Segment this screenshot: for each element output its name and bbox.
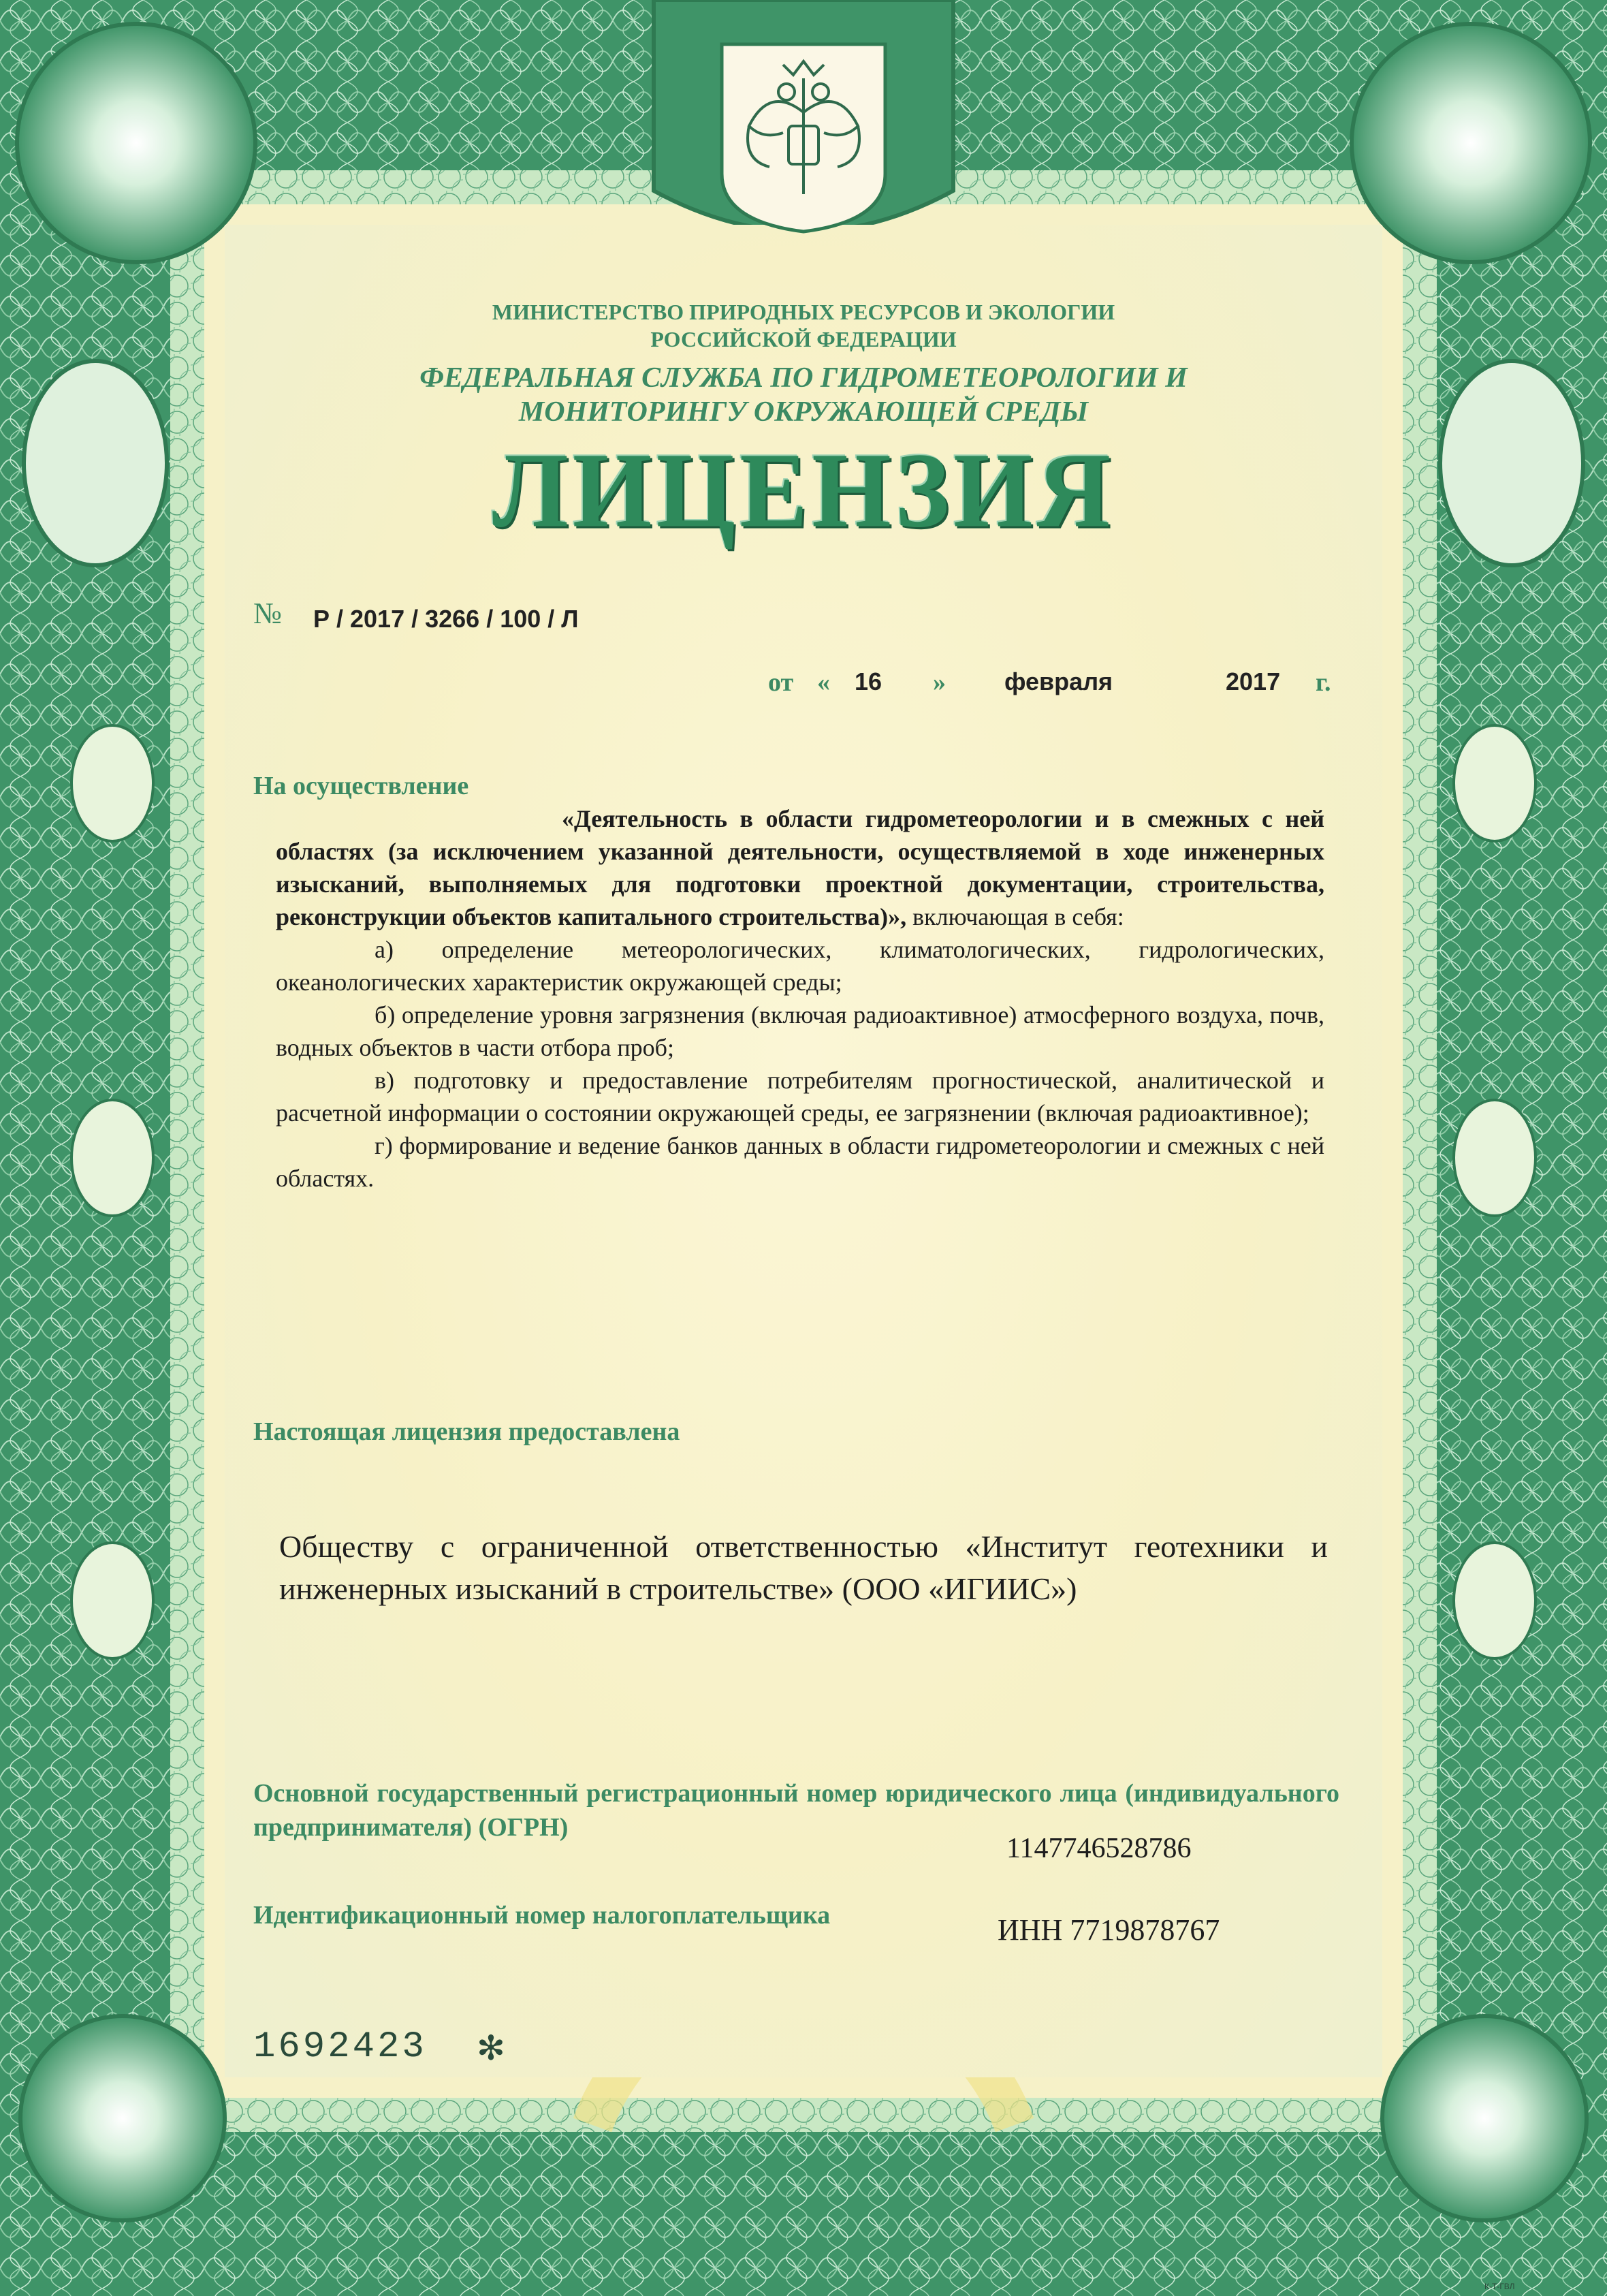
activity-lead — [276, 802, 1324, 933]
form-serial-number: 1692423 — [253, 2026, 427, 2068]
service-line-2: МОНИТОРИНГУ ОКРУЖАЮЩЕЙ СРЕДЫ — [518, 396, 1089, 428]
licensee-name: Обществу с ограниченной ответственностью «Институт геотехники и инженерных изысканий в строительстве» (ООО «ИГИИС») — [279, 1529, 1328, 1606]
activity-item: а) определение метеорологических, климатологических, гидрологических, океанологических характеристик окружающей среды; — [276, 936, 1324, 996]
number-sign: № — [253, 597, 282, 630]
activity-item: б) определение уровня загрязнения (включая радиоактивное) атмосферного воздуха, почв, водных объектов в части отбора проб; — [276, 1001, 1324, 1061]
ministry-line-1: МИНИСТЕРСТВО ПРИРОДНЫХ РЕСУРСОВ И ЭКОЛОГИИ — [492, 300, 1115, 324]
date-suffix: г. — [1316, 668, 1331, 697]
activity-item: в) подготовку и предоставление потребителям прогностической, аналитической и расчетной информации о состоянии окружающей среды, ее загрязнении (включая радиоактивное); — [276, 1067, 1324, 1127]
printer-mark: К-Т-ГВЛ — [1484, 2282, 1515, 2291]
ogrn-value: 1147746528786 — [1006, 1833, 1192, 1864]
date-year: 2017 — [1226, 667, 1281, 695]
date-prefix: от — [768, 668, 794, 697]
inn-label: Идентификационный номер налогоплательщика — [253, 1901, 831, 1930]
document-title: ЛИЦЕНЗИЯ — [492, 430, 1115, 550]
inn-value: ИНН 7719878767 — [998, 1913, 1220, 1947]
date-month: февраля — [1004, 667, 1113, 695]
service-line-1: ФЕДЕРАЛЬНАЯ СЛУЖБА ПО ГИДРОМЕТЕОРОЛОГИИ И — [419, 362, 1188, 394]
purpose-label: На осуществление — [253, 772, 469, 800]
date-open-quote: « — [817, 668, 830, 697]
date-day: 16 — [855, 667, 882, 695]
activity-lead-rest: включающая в себя: — [906, 903, 1124, 930]
coat-of-arms-icon — [708, 37, 899, 235]
serial-asterisk-icon: ✻ — [477, 2029, 505, 2067]
licensee-label: Настоящая лицензия предоставлена — [253, 1417, 680, 1446]
service-name — [225, 361, 1382, 429]
activity-item: г) формирование и ведение банков данных в области гидрометеорологии и смежных с ней областях. — [276, 1132, 1324, 1192]
date-close-quote: » — [933, 668, 946, 697]
license-number: Р / 2017 / 3266 / 100 / Л — [313, 605, 579, 633]
activity-lead-bold: «Деятельность в области гидрометеорологии и в смежных с ней областях (за исключением указанной деятельности, осуществляемой в ходе инженерных изысканий, выполняемых для подготовки проектной документации, строительства, реконструкции объектов капитального строительства)», — [276, 805, 1324, 930]
ogrn-label: Основной государственный регистрационный номер юридического лица (индивидуального предпринимателя) (ОГРН) — [253, 1779, 1339, 1842]
ministry-line-2: РОССИЙСКОЙ ФЕДЕРАЦИИ — [650, 327, 957, 351]
activity-description — [276, 802, 1324, 1195]
ministry-name — [225, 298, 1382, 353]
